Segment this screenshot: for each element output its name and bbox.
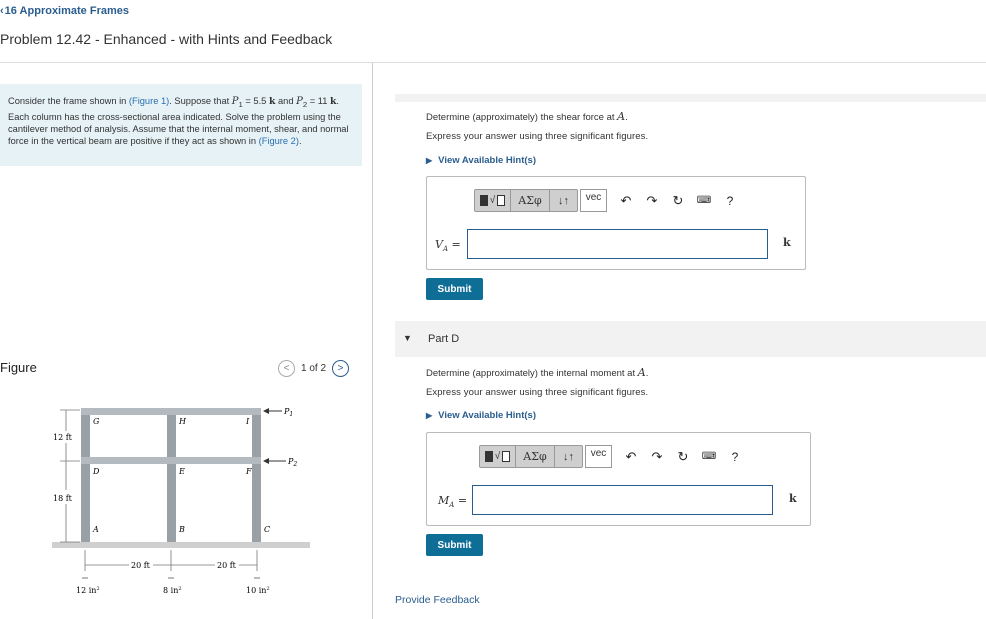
node-label-d: D [93,467,100,476]
part-d-question: Determine (approximately) the internal moment at A. [426,366,649,379]
part-c-unit: k [783,236,791,249]
part-d-label: Part D [428,333,460,345]
area-label-12in2: 12 $in^2$ [76,586,100,595]
breadcrumb-label: 16 Approximate Frames [4,5,129,17]
part-c-math-toolbar [474,189,743,212]
part-c-answer-input[interactable] [467,229,768,259]
part-d-instructions: Express your answer using three significant figures. [426,387,649,398]
part-d-variable-label: $M_A$ = [438,494,468,510]
part-c-header-band [395,94,986,102]
keyboard-icon[interactable]: ⌨ [701,451,717,462]
part-c-hints-toggle[interactable] [426,155,536,166]
keyboard-icon[interactable]: ⌨ [696,195,712,206]
reset-icon[interactable]: ↻ [672,192,684,208]
arrows-button[interactable]: ↓↑ [563,450,574,463]
template-icon [502,451,510,462]
part-d-submit-button[interactable]: Submit [426,534,483,556]
figure-pager [278,360,349,377]
ground [52,542,310,548]
figure-2-link[interactable]: (Figure 2) [258,135,299,146]
templates-button[interactable] [475,190,511,211]
part-c-submit-button[interactable]: Submit [426,278,483,300]
column-middle [167,410,176,542]
node-label-i: I [246,417,250,426]
chevron-left-icon: ‹ [0,5,4,17]
problem-text: . [298,135,302,146]
template-icon [497,195,505,206]
node-label-a: A [93,525,99,534]
problem-text: . Each column has the cross-sectional area indicated. Solve the problem using the cantilever method of analysis. Assume that the internal moment, shear, and normal force in the vertical beam are positive if they act as shown in [8,96,349,146]
reset-icon[interactable]: ↻ [677,448,689,464]
figure-label: Figure [0,360,37,375]
p2-subscript: 2 [302,99,308,109]
undo-icon[interactable]: ↶ [620,192,632,208]
template-icon [480,195,488,206]
kip-unit: k [268,96,276,107]
problem-text: and [275,96,297,106]
help-icon[interactable]: ? [731,449,739,464]
area-label-8in2: 8 $in^2$ [163,586,182,595]
problem-text: . Suppose that [169,96,232,106]
template-icon [485,451,493,462]
vector-button[interactable]: vec [585,445,612,468]
template-group [474,189,578,212]
triangle-right-icon: ▶ [426,411,433,420]
node-label-h: H [179,417,186,426]
part-c-instructions: Express your answer using three significant figures. [426,131,649,142]
page-title: Problem 12.42 - Enhanced - with Hints and Feedback [0,31,333,47]
dim-label-20ft-left: 20 ft [131,561,150,570]
problem-statement [0,84,362,166]
node-label-e: E [179,467,185,476]
templates-button[interactable] [480,446,516,467]
header-divider [0,62,986,63]
node-label-g: G [93,417,100,426]
part-d-unit: k [789,492,797,505]
dim-label-18ft: 18 ft [53,494,72,503]
problem-text: = 11 [307,96,330,106]
help-icon[interactable]: ? [726,193,734,208]
problem-text: Consider the frame shown in [8,96,129,106]
load-label-p1: $P_1$ [284,407,294,418]
node-label-b: B [179,525,185,534]
part-d-header-band[interactable] [395,321,986,357]
vector-button[interactable]: vec [580,189,607,212]
greek-symbols-button[interactable]: ΑΣφ [511,190,550,211]
arrows-button[interactable]: ↓↑ [558,194,569,207]
beam-top [81,408,261,415]
sqrt-icon: √ [494,451,501,462]
beam-middle [81,457,261,464]
figure-prev-button[interactable]: < [278,360,295,377]
column-left [81,410,90,542]
triangle-right-icon: ▶ [426,156,433,165]
part-d-answer-input[interactable] [472,485,773,515]
template-group [479,445,583,468]
part-d-math-toolbar [479,445,748,468]
arrowhead-icon [263,458,269,464]
dim-label-12ft: 12 ft [53,433,72,442]
figure-page-count: 1 of 2 [301,363,327,374]
p2-symbol: P [296,96,303,107]
part-d-hints-toggle[interactable] [426,410,536,421]
part-c-question: Determine (approximately) the shear force at A. [426,110,628,123]
p1-subscript: 1 [238,99,243,109]
sqrt-icon: √ [489,195,496,206]
pane-divider [372,63,373,619]
figure-1-link[interactable]: (Figure 1) [128,96,170,106]
provide-feedback-link[interactable]: Provide Feedback [395,594,480,606]
kip-unit: k [329,96,337,107]
figure-next-button[interactable]: > [332,360,349,377]
hints-label: View Available Hint(s) [438,410,536,421]
breadcrumb[interactable] [0,5,129,17]
frame-figure [52,403,312,599]
area-label-10in2: 10 $in^2$ [246,586,270,595]
undo-icon[interactable]: ↶ [625,448,637,464]
hints-label: View Available Hint(s) [438,155,536,166]
problem-text: = 5.5 [242,96,269,106]
triangle-down-icon[interactable]: ▼ [403,333,412,343]
load-label-p2: $P_2$ [288,457,298,468]
node-label-f: F [246,467,252,476]
arrowhead-icon [263,408,269,414]
part-c-variable-label: $V_A$ = [435,238,461,254]
redo-icon[interactable]: ↷ [646,192,658,208]
column-right [252,410,261,542]
dim-label-20ft-right: 20 ft [217,561,236,570]
redo-icon[interactable]: ↷ [651,448,663,464]
node-label-c: C [264,525,271,534]
greek-symbols-button[interactable]: ΑΣφ [516,446,555,467]
p1-symbol: P [231,96,239,107]
